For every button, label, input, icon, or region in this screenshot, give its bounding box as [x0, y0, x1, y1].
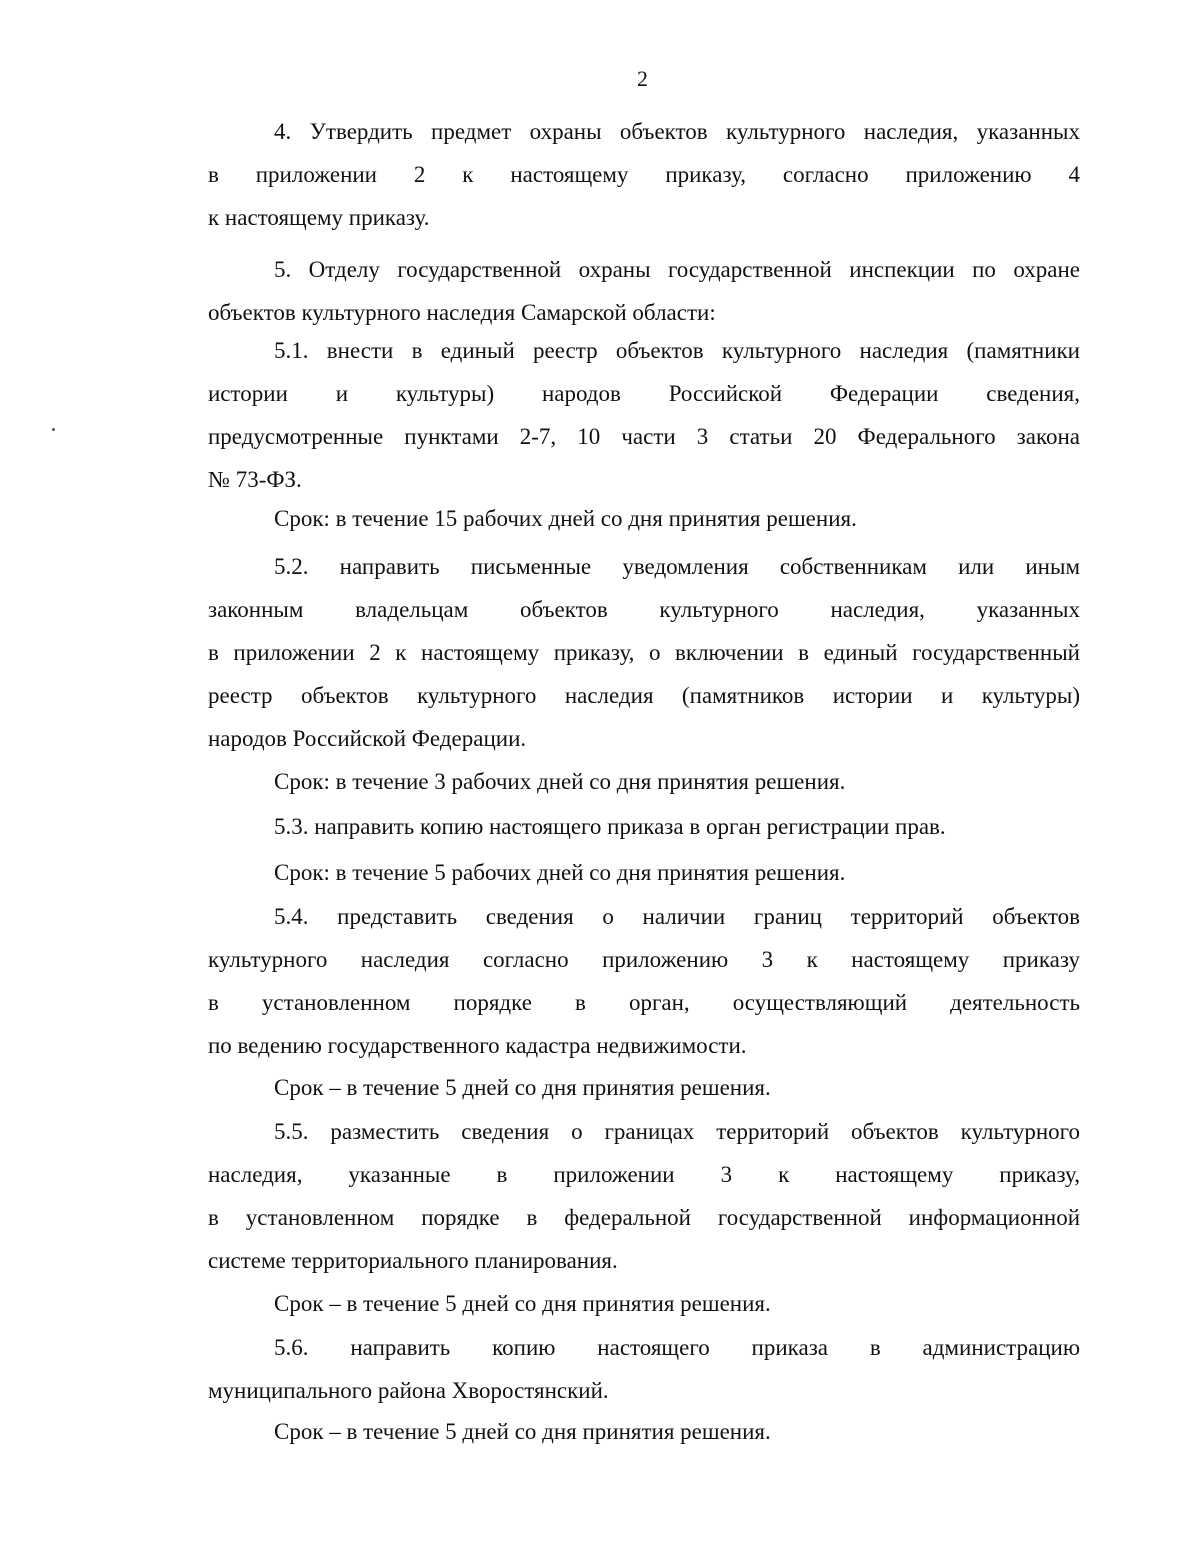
paragraph-line: в установленном порядке в орган, осуществляющий деятельность: [208, 990, 1080, 1015]
paragraph-line: Срок – в течение 5 дней со дня принятия решения.: [274, 1419, 771, 1444]
paragraph: [208, 1066, 1080, 1109]
paragraph-line: 5.2. направить письменные уведомления собственникам или иным: [274, 554, 1080, 579]
paragraph-line: Срок: в течение 3 рабочих дней со дня принятия решения.: [274, 769, 846, 794]
paragraph-line: 5.4. представить сведения о наличии границ территорий объектов: [274, 904, 1080, 929]
paragraph-line: в приложении 2 к настоящему приказу, согласно приложению 4: [208, 162, 1080, 187]
paragraph: [208, 895, 1080, 1067]
paragraph-line: Срок: в течение 5 рабочих дней со дня принятия решения.: [274, 860, 846, 885]
paragraph-line: культурного наследия согласно приложению 3 к настоящему приказу: [208, 947, 1080, 972]
scan-artifact-dot: [52, 428, 55, 431]
paragraph-line: 5. Отделу государственной охраны государственной инспекции по охране: [274, 257, 1080, 282]
paragraph-line: по ведению государственного кадастра недвижимости.: [208, 1033, 747, 1058]
paragraph: [208, 1110, 1080, 1282]
paragraph: [208, 851, 1080, 894]
paragraph-line: народов Российской Федерации.: [208, 726, 527, 751]
paragraph-line: в приложении 2 к настоящему приказу, о включении в единый государственный: [208, 640, 1080, 665]
paragraph-line: Срок – в течение 5 дней со дня принятия решения.: [274, 1291, 771, 1316]
paragraph-line: наследия, указанные в приложении 3 к настоящему приказу,: [208, 1162, 1080, 1187]
paragraph-line: Срок: в течение 15 рабочих дней со дня принятия решения.: [274, 506, 857, 531]
paragraph-line: реестр объектов культурного наследия (памятников истории и культуры): [208, 683, 1080, 708]
paragraph: [208, 805, 1080, 848]
paragraph-line: к настоящему приказу.: [208, 205, 430, 230]
paragraph-line: законным владельцам объектов культурного наследия, указанных: [208, 597, 1080, 622]
paragraph: [208, 1326, 1080, 1412]
paragraph-line: 5.6. направить копию настоящего приказа в администрацию: [274, 1335, 1080, 1360]
paragraph: [208, 329, 1080, 501]
paragraph: [208, 545, 1080, 760]
paragraph-line: предусмотренные пунктами 2-7, 10 части 3 статьи 20 Федерального закона: [208, 424, 1080, 449]
paragraph-line: в установленном порядке в федеральной государственной информационной: [208, 1205, 1080, 1230]
paragraph-line: 5.3. направить копию настоящего приказа в орган регистрации прав.: [274, 814, 946, 839]
page-number: 2: [637, 66, 648, 91]
paragraph-line: 4. Утвердить предмет охраны объектов культурного наследия, указанных: [274, 119, 1080, 144]
paragraph-line: № 73-ФЗ.: [208, 467, 302, 492]
paragraph-line: системе территориального планирования.: [208, 1248, 618, 1273]
paragraph: [208, 497, 1080, 540]
paragraph-line: Срок – в течение 5 дней со дня принятия решения.: [274, 1075, 771, 1100]
paragraph: [208, 760, 1080, 803]
paragraph-line: муниципального района Хворостянский.: [208, 1378, 609, 1403]
paragraph: [208, 1410, 1080, 1453]
paragraph: [208, 248, 1080, 334]
paragraph-line: 5.1. внести в единый реестр объектов культурного наследия (памятники: [274, 338, 1080, 363]
paragraph: [208, 1282, 1080, 1325]
paragraph: [208, 110, 1080, 239]
paragraph-line: объектов культурного наследия Самарской области:: [208, 300, 716, 325]
paragraph-line: 5.5. разместить сведения о границах территорий объектов культурного: [274, 1119, 1080, 1144]
paragraph-line: истории и культуры) народов Российской Федерации сведения,: [208, 381, 1080, 406]
